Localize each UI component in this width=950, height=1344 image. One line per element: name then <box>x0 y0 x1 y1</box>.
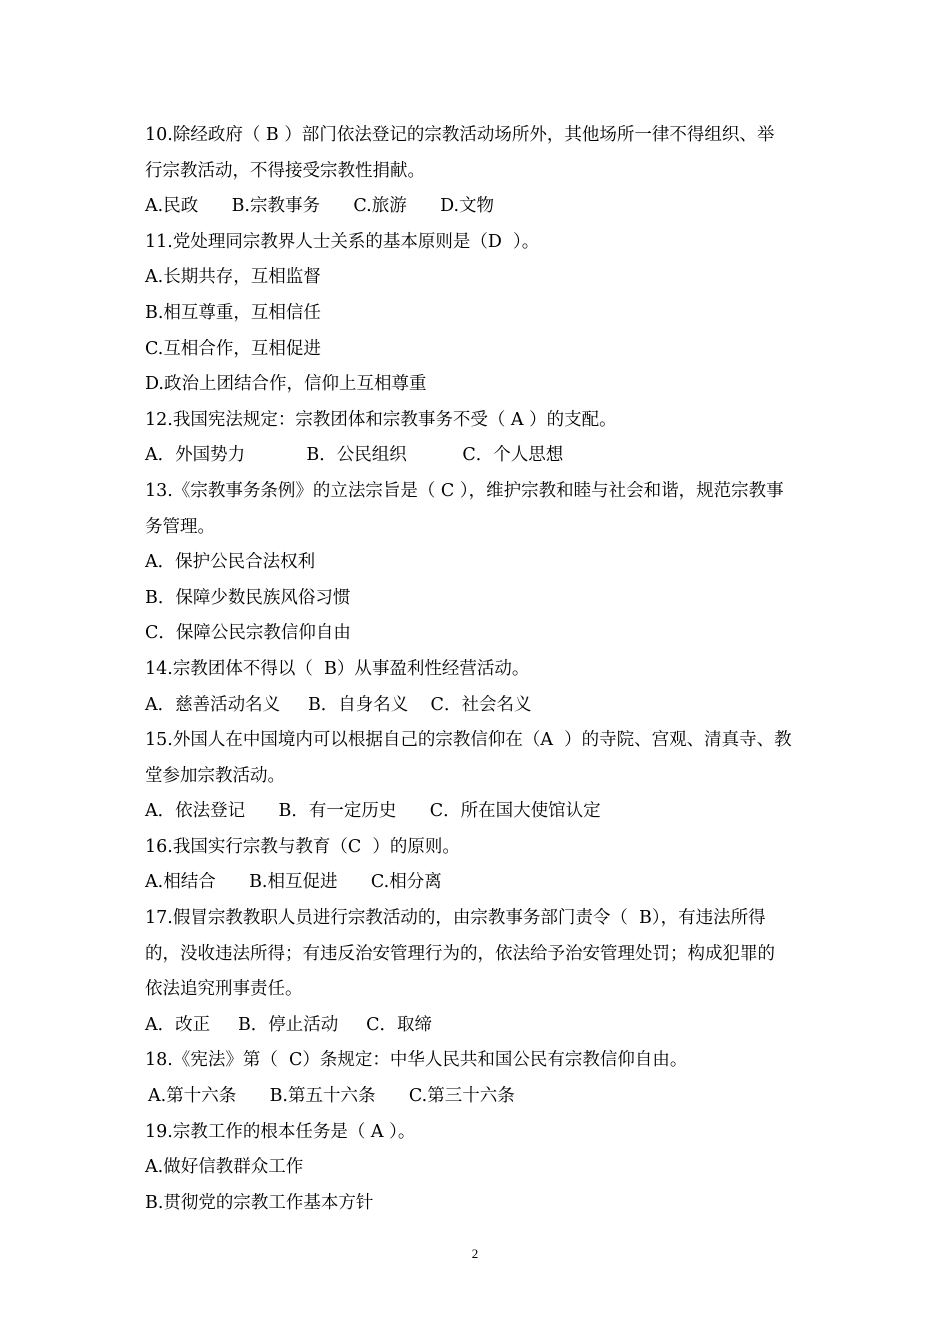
question-11-option-a: A.长期共存，互相监督 <box>145 267 321 288</box>
question-18: 18.《宪法》第（ C）条规定：中华人民共和国公民有宗教信仰自由。 <box>145 1050 688 1071</box>
question-19-option-a: A.做好信教群众工作 <box>145 1157 304 1178</box>
question-13-option-c: C．保障公民宗教信仰自由 <box>145 623 351 644</box>
question-13-option-b: B．保障少数民族风俗习惯 <box>145 587 351 608</box>
question-16-options: A.相结合 B.相互促进 C.相分离 <box>145 872 442 893</box>
question-18-options: A.第十六条 B.第五十六条 C.第三十六条 <box>148 1086 515 1107</box>
question-17-line-1: 17.假冒宗教教职人员进行宗教活动的，由宗教事务部门责令（ B），有违法所得 <box>145 908 766 929</box>
question-15-line-1: 15.外国人在中国境内可以根据自己的宗教信仰在（A ）的寺院、宫观、清真寺、教 <box>145 730 792 751</box>
question-19-option-b: B.贯彻党的宗教工作基本方针 <box>145 1192 374 1213</box>
question-15-line-2: 堂参加宗教活动。 <box>145 765 285 786</box>
question-17-line-2: 的，没收违法所得；有违反治安管理行为的，依法给予治安管理处罚；构成犯罪的 <box>145 943 775 964</box>
question-11: 11.党处理同宗教界人士关系的基本原则是（D ）。 <box>145 231 540 252</box>
document-body <box>145 118 810 1221</box>
question-15-options: A．依法登记 B．有一定历史 C．所在国大使馆认定 <box>145 801 601 822</box>
question-17-line-3: 依法追究刑事责任。 <box>145 979 303 1000</box>
question-10-line-1: 10.除经政府（ B ）部门依法登记的宗教活动场所外，其他场所一律不得组织、举 <box>145 125 775 145</box>
question-10-options: A.民政 B.宗教事务 C.旅游 D.文物 <box>145 196 495 217</box>
question-12-options: A．外国势力 B．公民组织 C．个人思想 <box>145 445 564 466</box>
question-14: 14.宗教团体不得以（ B）从事盈利性经营活动。 <box>145 658 530 679</box>
question-14-options: A．慈善活动名义 B．自身名义 C．社会名义 <box>145 694 532 715</box>
page-number: 2 <box>471 1246 479 1261</box>
question-13-line-2: 务管理。 <box>145 516 215 537</box>
question-11-option-b: B.相互尊重，互相信任 <box>145 302 321 323</box>
question-10-line-2: 行宗教活动，不得接受宗教性捐献。 <box>145 160 425 181</box>
question-12: 12.我国宪法规定：宗教团体和宗教事务不受（ A ）的支配。 <box>145 409 617 430</box>
question-13-option-a: A．保护公民合法权利 <box>145 552 316 573</box>
question-19: 19.宗教工作的根本任务是（ A ）。 <box>145 1121 416 1142</box>
question-11-option-c: C.互相合作，互相促进 <box>145 338 321 359</box>
question-13-line-1: 13.《宗教事务条例》的立法宗旨是（ C ），维护宗教和睦与社会和谐，规范宗教事 <box>145 480 784 501</box>
question-11-option-d: D.政治上团结合作，信仰上互相尊重 <box>145 374 427 395</box>
question-16: 16.我国实行宗教与教育（C ）的原则。 <box>145 836 460 857</box>
question-17-options: A．改正 B．停止活动 C．取缔 <box>145 1014 433 1035</box>
